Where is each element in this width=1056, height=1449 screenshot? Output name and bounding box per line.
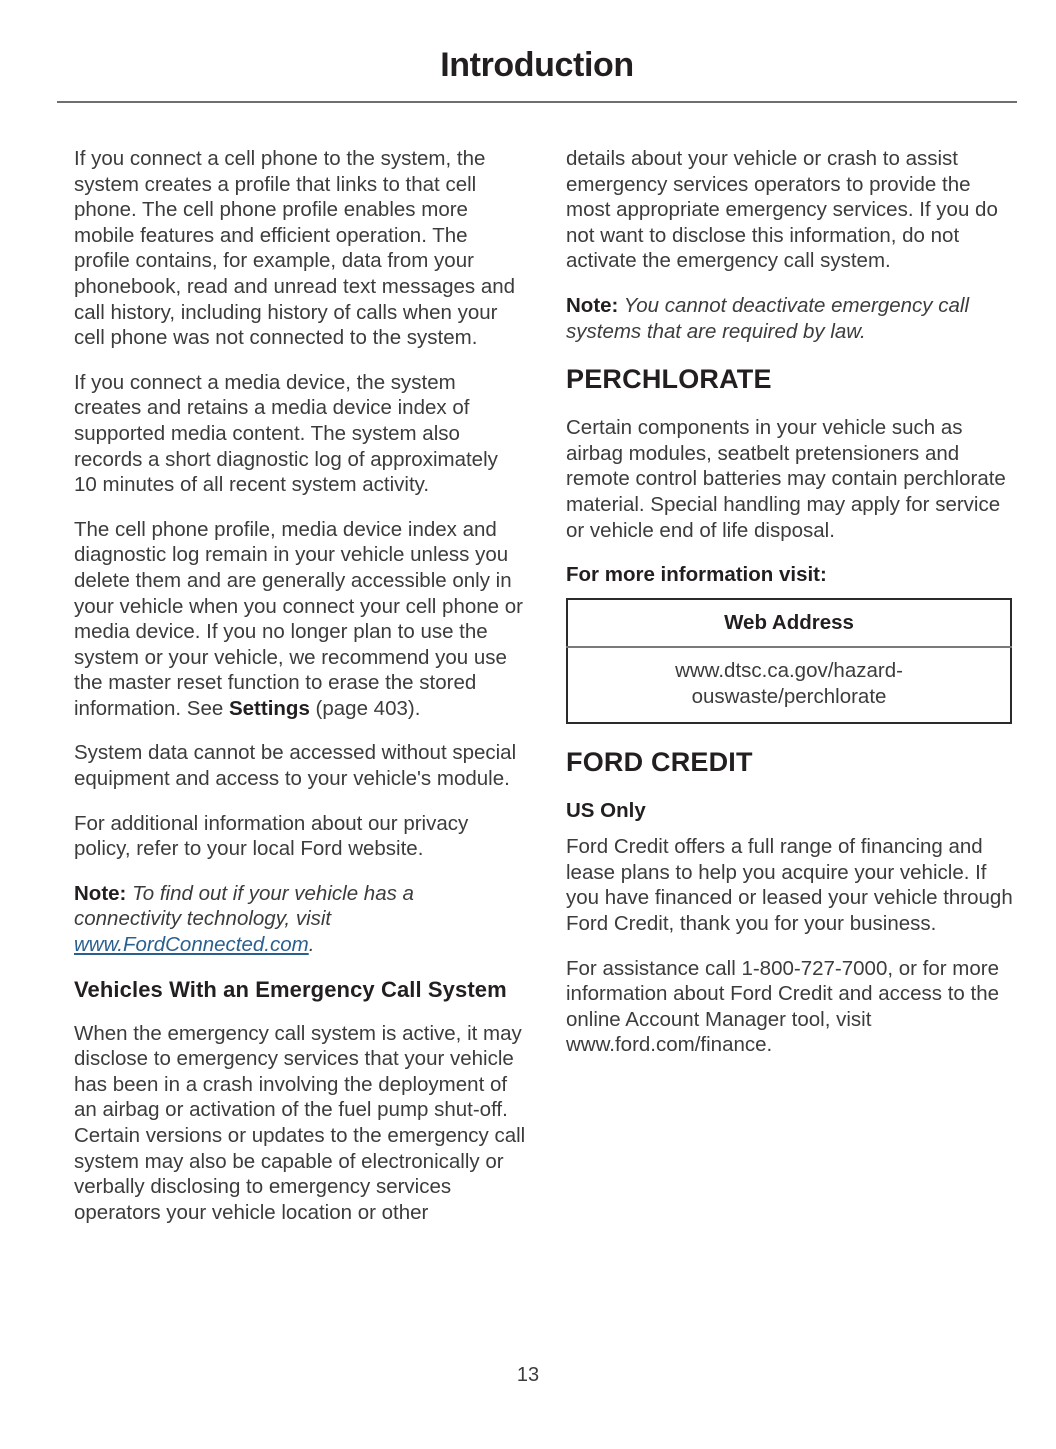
heading-vehicles-with-emergency-call-system: Vehicles With an Emergency Call System [74,976,507,1002]
paragraph-ford-credit-assistance: For assistance call 1-800-727-7000, or for more information about Ford Credit and access to the online Account Manager tool, visit www.ford.com/finance. [566,956,1000,1057]
page-footer [0,1363,1056,1387]
paragraph-system-data-access: System data cannot be accessed without special equipment and access to your vehicle's module. [74,741,517,791]
settings-reference-bold: Settings [228,696,310,720]
paragraph-master-reset-text-before: The cell phone profile, media device index and diagnostic log remain in your vehicle unless you delete them and are generally accessible only in your vehicle when you connect your cell phone or media device. If you no longer plan to use the system or your vehicle, we recommend you use the master reset function to erase the stored information. See [74,517,523,720]
paragraph-master-reset [74,517,526,722]
note-text-before-link: To find out if your vehicle has a connectivity technology, visit [74,881,414,931]
note-label: Note: [566,293,619,317]
paragraph-media-device-index: If you connect a media device, the system creates and retains a media device index of supported media content. The system also records a short diagnostic log of approximately 10 minutes of all recent system activity. [74,370,498,497]
table-row [567,647,1011,723]
header-divider-rule [57,101,1017,103]
note-connectivity-technology [74,881,526,958]
web-address-table [566,598,1012,724]
paragraph-ford-credit-financing: Ford Credit offers a full range of financing and lease plans to help you acquire your vehicle. If you have financed or leased your vehicle through Ford Credit, thank you for your business. [566,835,1013,935]
paragraph-privacy-policy: For additional information about our privacy policy, refer to your local Ford website. [74,811,469,861]
page-number: 13 [516,1364,540,1386]
subheading-us-only: US Only [566,799,646,823]
paragraph-cell-phone-profile: If you connect a cell phone to the system, the system creates a profile that links to that cell phone. The cell phone profile enables more mobile features and efficient operation. The profile contains, for example, data from your phonebook, read and unread text messages and call history, including history of calls when your cell phone was not connected to the system. [74,147,516,350]
right-column [566,146,1018,1058]
table-column-header-web-address: Web Address [567,599,1011,647]
note-text-after-link: . [308,933,315,957]
table-cell-perchlorate-url [567,647,1011,723]
note-cannot-deactivate [566,293,1018,344]
left-column [74,146,526,1225]
paragraph-master-reset-text-after: (page 403). [309,696,421,720]
page-header [57,44,1017,86]
table-header-row [567,599,1011,647]
perchlorate-url-text: www.dtsc.ca.gov/hazard- ouswaste/perchlorate [675,659,903,709]
paragraph-emergency-call-disclosure: When the emergency call system is active, it may disclose to emergency services that your vehicle has been in a crash involving the deployment of an airbag or activation of the fuel pump shut-off. Certain versions or updates to the emergency call system may also be capable of electronically or verbally disclosing to emergency services operators your vehicle location or other [74,1021,526,1224]
web-address-table-head [567,599,1011,647]
fordconnected-link[interactable]: www.FordConnected.com [74,933,309,957]
paragraph-emergency-details-continued: details about your vehicle or crash to assist emergency services operators to provide the most appropriate emergency services. If you do not want to disclose this information, do not activate the emergency call system. [566,147,998,273]
paragraph-perchlorate-components: Certain components in your vehicle such as airbag modules, seatbelt pretensioners and remote control batteries may contain perchlorate material. Special handling may apply for service or vehicle end of life disposal. [566,416,1006,542]
heading-perchlorate: PERCHLORATE [566,364,772,395]
heading-ford-credit: FORD CREDIT [566,747,753,778]
note-label: Note: [74,881,127,905]
web-address-table-body [567,647,1011,723]
note-text: You cannot deactivate emergency call systems that are required by law. [566,293,970,343]
subheading-for-more-information-visit: For more information visit: [566,563,827,587]
page-title: Introduction [440,46,634,84]
